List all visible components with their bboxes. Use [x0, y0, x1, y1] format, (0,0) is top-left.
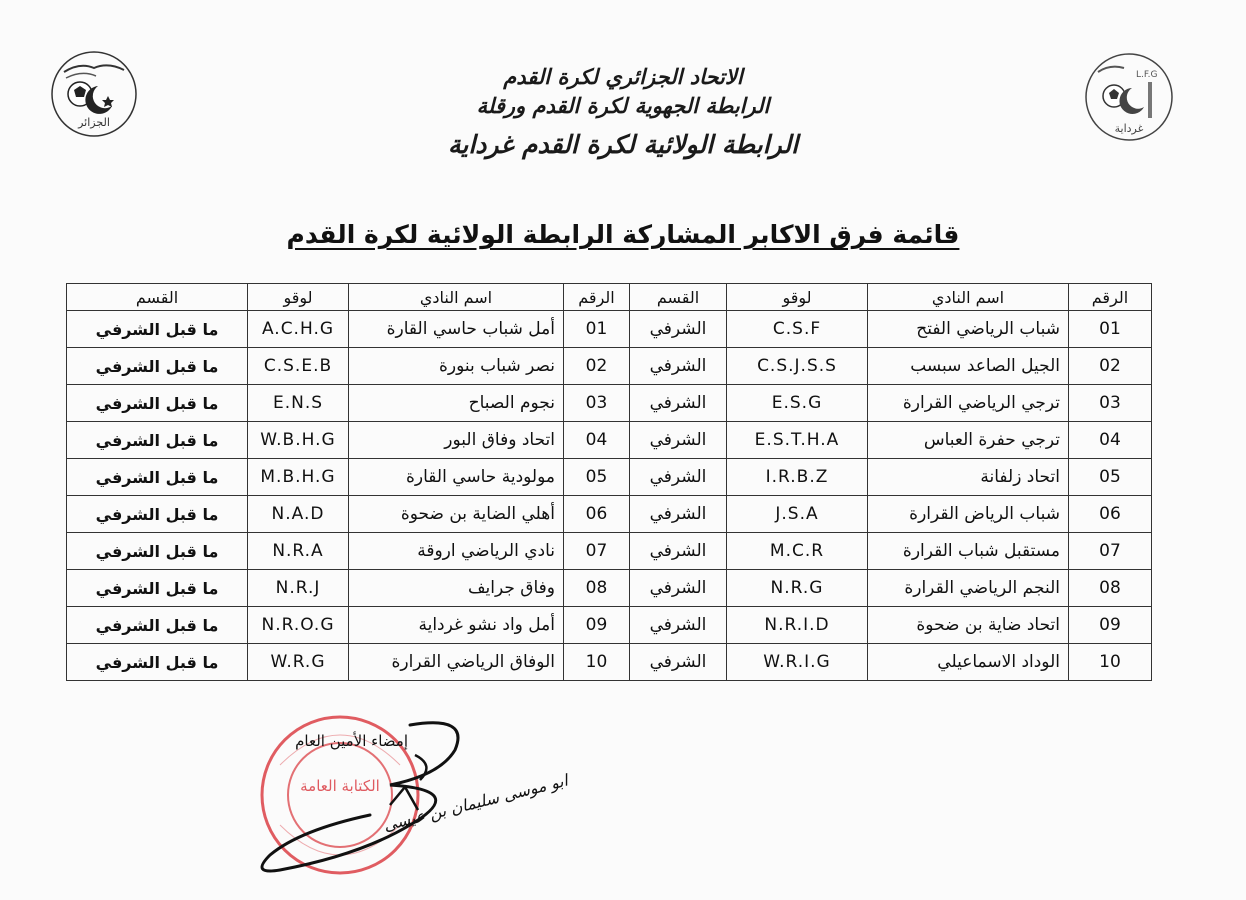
club-name: نجوم الصباح — [349, 385, 564, 422]
regional-league-name: الرابطة الجهوية لكرة القدم ورقلة — [476, 93, 770, 118]
club-code: N.R.A — [248, 533, 349, 570]
header-number-honor: الرقم — [1069, 284, 1152, 311]
club-code: I.R.B.Z — [727, 459, 868, 496]
teams-table — [66, 283, 1152, 681]
row-number: 03 — [1069, 385, 1152, 422]
division: ما قبل الشرفي — [67, 385, 248, 422]
division: ما قبل الشرفي — [67, 533, 248, 570]
federation-name: الاتحاد الجزائري لكرة القدم — [503, 64, 743, 89]
club-code: J.S.A — [727, 496, 868, 533]
club-name: أمل شباب حاسي القارة — [349, 311, 564, 348]
division: ما قبل الشرفي — [67, 496, 248, 533]
division: الشرفي — [630, 644, 727, 681]
table-row — [67, 459, 1152, 496]
division: الشرفي — [630, 348, 727, 385]
club-name: شباب الرياضي الفتح — [868, 311, 1069, 348]
league-logo — [1084, 52, 1174, 142]
logo-left-text: الجزائر — [78, 116, 110, 129]
division: الشرفي — [630, 422, 727, 459]
row-number: 07 — [1069, 533, 1152, 570]
club-name: أمل واد نشو غرداية — [349, 607, 564, 644]
table-row — [67, 422, 1152, 459]
logo-right-text: غرداية — [1114, 122, 1144, 135]
document-title-text: قائمة فرق الاكابر المشاركة الرابطة الولائية لكرة القدم — [286, 220, 960, 249]
club-name: ترجي الرياضي القرارة — [868, 385, 1069, 422]
table-row — [67, 385, 1152, 422]
club-name: اتحاد زلفانة — [868, 459, 1069, 496]
header-division-pre: القسم — [67, 284, 248, 311]
header-division-honor: القسم — [630, 284, 727, 311]
club-name: الوفاق الرياضي القرارة — [349, 644, 564, 681]
club-code: A.C.H.G — [248, 311, 349, 348]
row-number: 08 — [564, 570, 630, 607]
svg-text:L.F.G: L.F.G — [1136, 70, 1158, 80]
table-row — [67, 644, 1152, 681]
division: ما قبل الشرفي — [67, 570, 248, 607]
table-row — [67, 496, 1152, 533]
club-code: W.R.G — [248, 644, 349, 681]
row-number: 04 — [1069, 422, 1152, 459]
division: ما قبل الشرفي — [67, 422, 248, 459]
row-number: 01 — [564, 311, 630, 348]
club-code: W.B.H.G — [248, 422, 349, 459]
club-code: E.S.T.H.A — [727, 422, 868, 459]
club-name: أهلي الضاية بن ضحوة — [349, 496, 564, 533]
club-name: نادي الرياضي اروقة — [349, 533, 564, 570]
club-code: C.S.F — [727, 311, 868, 348]
document-title — [250, 220, 996, 249]
club-code: N.A.D — [248, 496, 349, 533]
club-name: النجم الرياضي القرارة — [868, 570, 1069, 607]
row-number: 01 — [1069, 311, 1152, 348]
table-header-row — [67, 284, 1152, 311]
club-name: مستقبل شباب القرارة — [868, 533, 1069, 570]
header-logo-pre: لوقو — [248, 284, 349, 311]
division: الشرفي — [630, 533, 727, 570]
wilaya-league-name: الرابطة الولائية لكرة القدم غرداية — [447, 130, 799, 159]
division: الشرفي — [630, 607, 727, 644]
letterhead — [250, 58, 996, 159]
club-code: N.R.O.G — [248, 607, 349, 644]
table-row — [67, 533, 1152, 570]
division: الشرفي — [630, 496, 727, 533]
header-number-pre: الرقم — [564, 284, 630, 311]
club-name: ترجي حفرة العباس — [868, 422, 1069, 459]
club-code: E.N.S — [248, 385, 349, 422]
table-row — [67, 570, 1152, 607]
club-name: الوداد الاسماعيلي — [868, 644, 1069, 681]
row-number: 04 — [564, 422, 630, 459]
row-number: 06 — [1069, 496, 1152, 533]
header-club-pre: اسم النادي — [349, 284, 564, 311]
row-number: 08 — [1069, 570, 1152, 607]
club-code: W.R.I.G — [727, 644, 868, 681]
division: ما قبل الشرفي — [67, 311, 248, 348]
club-name: اتحاد وفاق البور — [349, 422, 564, 459]
division: الشرفي — [630, 311, 727, 348]
division: الشرفي — [630, 459, 727, 496]
club-code: C.S.E.B — [248, 348, 349, 385]
row-number: 03 — [564, 385, 630, 422]
club-code: N.R.I.D — [727, 607, 868, 644]
division: ما قبل الشرفي — [67, 607, 248, 644]
club-name: اتحاد ضاية بن ضحوة — [868, 607, 1069, 644]
faf-logo — [50, 50, 138, 138]
division: ما قبل الشرفي — [67, 348, 248, 385]
header-logo-honor: لوقو — [727, 284, 868, 311]
club-name: شباب الرياض القرارة — [868, 496, 1069, 533]
row-number: 02 — [564, 348, 630, 385]
club-code: M.C.R — [727, 533, 868, 570]
signatory-name: ابو موسى سليمان بن عيسى — [381, 770, 570, 835]
club-name: الجيل الصاعد سبسب — [868, 348, 1069, 385]
club-code: C.S.J.S.S — [727, 348, 868, 385]
club-code: N.R.G — [727, 570, 868, 607]
table-row — [67, 311, 1152, 348]
club-name: نصر شباب بنورة — [349, 348, 564, 385]
stamp-text: الكتابة العامة — [300, 777, 380, 795]
signature-label: إمضاء الأمين العام — [295, 732, 408, 750]
header-club-honor: اسم النادي — [868, 284, 1069, 311]
row-number: 07 — [564, 533, 630, 570]
handwritten-signature — [240, 715, 600, 885]
club-name: مولودية حاسي القارة — [349, 459, 564, 496]
row-number: 05 — [1069, 459, 1152, 496]
club-name: وفاق جرايف — [349, 570, 564, 607]
row-number: 09 — [564, 607, 630, 644]
club-code: M.B.H.G — [248, 459, 349, 496]
row-number: 09 — [1069, 607, 1152, 644]
table-row — [67, 607, 1152, 644]
division: الشرفي — [630, 570, 727, 607]
row-number: 10 — [1069, 644, 1152, 681]
division: ما قبل الشرفي — [67, 459, 248, 496]
row-number: 10 — [564, 644, 630, 681]
row-number: 02 — [1069, 348, 1152, 385]
division: ما قبل الشرفي — [67, 644, 248, 681]
row-number: 06 — [564, 496, 630, 533]
club-code: E.S.G — [727, 385, 868, 422]
club-code: N.R.J — [248, 570, 349, 607]
row-number: 05 — [564, 459, 630, 496]
division: الشرفي — [630, 385, 727, 422]
table-row — [67, 348, 1152, 385]
